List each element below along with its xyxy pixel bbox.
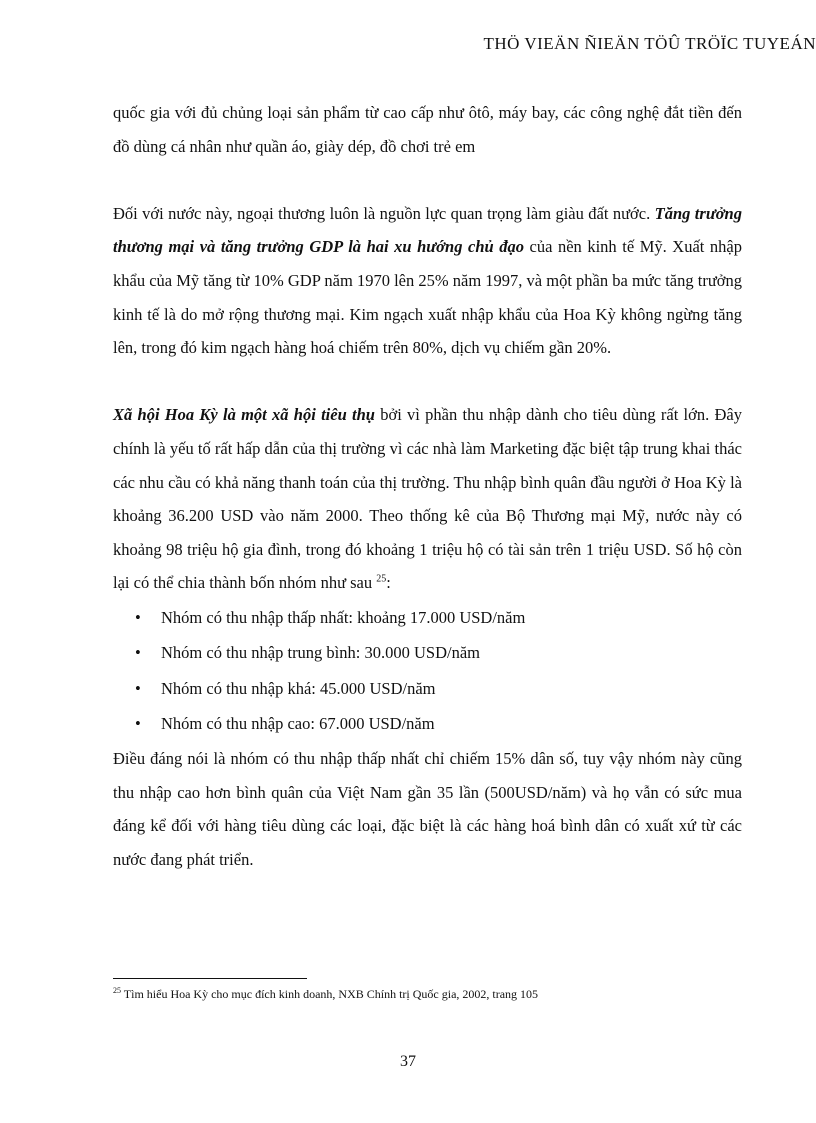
running-header: THÖ VIEÄN ÑIEÄN TÖÛ TRÖÏC TUYEÁN xyxy=(483,34,816,53)
paragraph-3-colon: : xyxy=(386,573,391,593)
paragraph-2-emphasis: Tăng trưởng thương mại và tăng trưởng GDP là hai xu hướng chủ đạo xyxy=(113,203,742,257)
footnote-reference: 25 xyxy=(376,573,387,585)
footnote xyxy=(113,987,538,1002)
paragraph-3-emphasis: Xã hội Hoa Kỳ là một xã hội tiêu thụ xyxy=(113,405,375,425)
bullet-icon: • xyxy=(135,643,141,663)
paragraph-2 xyxy=(113,197,742,365)
list-item-text: Nhóm có thu nhập cao: 67.000 USD/năm xyxy=(161,714,435,734)
list-item xyxy=(135,671,742,707)
bullet-icon: • xyxy=(135,714,141,734)
list-item xyxy=(135,635,742,671)
list-item-text: Nhóm có thu nhập thấp nhất: khoảng 17.000 USD/năm xyxy=(161,607,526,627)
page-number: 37 xyxy=(400,1053,416,1070)
footnote-text: Tìm hiểu Hoa Kỳ cho mục đích kinh doanh, NXB Chính trị Quốc gia, 2002, trang 105 xyxy=(121,987,539,1001)
bullet-icon: • xyxy=(135,607,141,627)
paragraph-2-end: của nền kinh tế Mỹ. Xuất nhập khẩu của Mỹ tăng từ 10% GDP năm 1970 lên 25% năm 1997, và một phần ba mức tăng trưởng kinh tế là do mở rộng thương mại. Kim ngạch xuất nhập khẩu của Hoa Kỳ không ngừng tăng lên, trong đó kim ngạch hàng hoá chiếm trên 80%, dịch vụ chiếm gần 20%. xyxy=(113,237,742,358)
bullet-icon: • xyxy=(135,678,141,698)
paragraph-1: quốc gia với đủ chủng loại sản phẩm từ cao cấp như ôtô, máy bay, các công nghệ đắt tiền đến đồ dùng cá nhân như quần áo, giày dép, đồ chơi trẻ em xyxy=(113,103,742,156)
income-group-list xyxy=(113,600,742,742)
footnote-divider xyxy=(113,978,307,979)
paragraph-4: Điều đáng nói là nhóm có thu nhập thấp nhất chỉ chiếm 15% dân số, tuy vậy nhóm này cũng thu nhập cao hơn bình quân của Việt Nam gần 35 lần (500USD/năm) và họ vẫn có sức mua đáng kể đối với hàng tiêu dùng các loại, đặc biệt là các hàng hoá bình dân có xuất xứ từ các nước đang phát triển. xyxy=(113,748,742,869)
footnote-number: 25 xyxy=(113,986,121,995)
list-item xyxy=(135,706,742,742)
paragraph-3-end: bởi vì phần thu nhập dành cho tiêu dùng rất lớn. Đây chính là yếu tố rất hấp dẫn của thị trường vì các nhà làm Marketing đặc biệt tập trung khai thác các nhu cầu có khả năng thanh toán của thị trường. Thu nhập bình quân đầu người ở Hoa Kỳ là khoảng 36.200 USD vào năm 2000. Theo thống kê của Bộ Thương mại Mỹ, nước này có khoảng 98 triệu hộ gia đình, trong đó khoảng 1 triệu hộ có tài sản trên 1 triệu USD. Số hộ còn lại có thể chia thành bốn nhóm như sau xyxy=(113,405,742,593)
paragraph-3 xyxy=(113,398,742,600)
list-item-text: Nhóm có thu nhập khá: 45.000 USD/năm xyxy=(161,678,436,698)
body-text xyxy=(113,96,742,876)
list-item xyxy=(135,600,742,636)
paragraph-2-start: Đối với nước này, ngoại thương luôn là nguồn lực quan trọng làm giàu đất nước. xyxy=(113,203,655,223)
list-item-text: Nhóm có thu nhập trung bình: 30.000 USD/năm xyxy=(161,643,480,663)
